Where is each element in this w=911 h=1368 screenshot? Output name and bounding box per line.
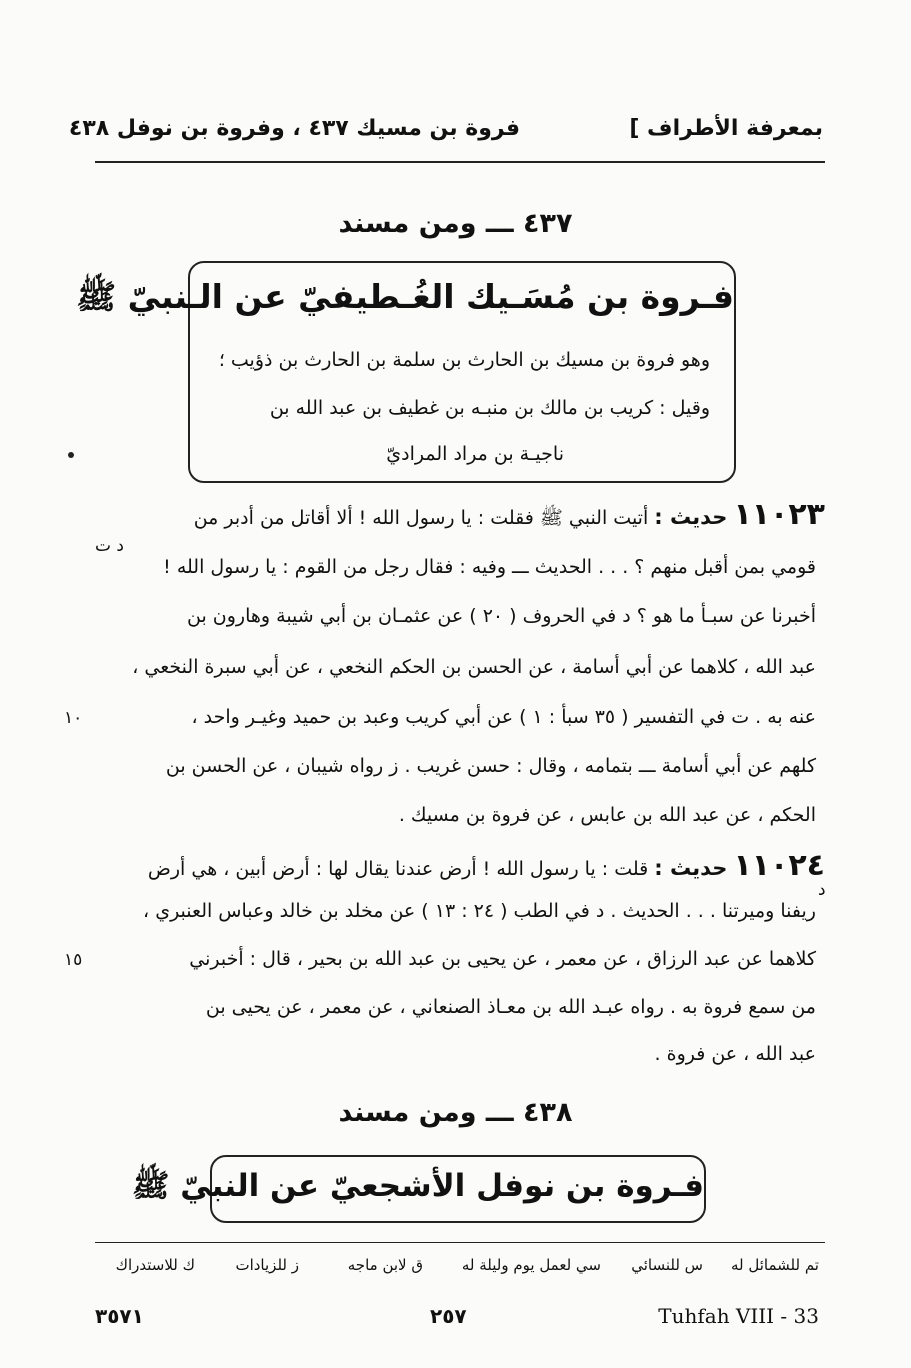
hadith-line: عبد الله ، كلاهما عن أبي أسامة ، عن الحسن بن الحكم النخعي ، عن أبي سبرة النخعي ، — [132, 656, 816, 678]
hadith-number: ١١٠٢٣ — [733, 497, 825, 532]
musnad-box-437 — [76, 261, 736, 483]
hadith-text: أتيت النبي ﷺ فقلت : يا رسول الله ! ألا أقاتل من أدبر من — [193, 507, 649, 529]
running-header-center: فروة بن مسيك ٤٣٧ ، وفروة بن نوفل ٤٣٨ — [68, 116, 520, 141]
margin-line-number: ١٠ — [64, 708, 83, 728]
hadith-line: أخبرنا عن سبـأ ما هو ؟ د في الحروف ( ٢٠ ) عن عثمـان بن أبي شيبة وهارون بن — [187, 605, 816, 627]
hadith-line: كلهم عن أبي أسامة ـــ بتمامه ، وقال : حسن غريب . ز رواه شيبان ، عن الحسن بن — [165, 755, 816, 777]
margin-sigla: د — [818, 880, 826, 900]
hadith-line: ريفنا وميرتنا . . . الحديث . د في الطب ( ٢٤ : ١٣ ) عن مخلد بن خالد وعباس العنبري ، — [143, 900, 816, 922]
hadith-number: ١١٠٢٤ — [733, 848, 825, 883]
margin-sigla: د ت — [95, 536, 124, 556]
section-title-437: ٤٣٧ ـــ ومن مسند — [338, 208, 573, 239]
box-line: ناجيـة بن مراد المراديّ — [386, 443, 564, 465]
hadith-line: قومي بمن أقبل منهم ؟ . . . الحديث ـــ وفيه : فقال رجل من القوم : يا رسول الله ! — [163, 556, 816, 578]
left-page-number: ٣٥٧١ — [95, 1304, 144, 1328]
hadith-line: عبد الله ، عن فروة . — [654, 1043, 816, 1065]
hadith-11024-first-line — [148, 848, 825, 883]
margin-dot — [68, 452, 74, 458]
box-line: وقيل : كريب بن مالك بن منبـه بن غطيف بن عبد الله بن — [269, 397, 710, 419]
legend-item: ز للزيادات — [235, 1256, 299, 1274]
legend-item: ق لابن ماجه — [347, 1256, 423, 1274]
hadith-line: الحكم ، عن عبد الله بن عابس ، عن فروة بن مسيك . — [398, 804, 816, 826]
section-title-438: ٤٣٨ ـــ ومن مسند — [338, 1097, 573, 1128]
page-number: ٢٥٧ — [430, 1304, 467, 1328]
box-line: وهو فروة بن مسيك بن الحارث بن سلمة بن الحارث بن ذؤيب ؛ — [218, 349, 710, 371]
musnad-box-title: فـروة بن نوفل الأشجعيّ عن النبيّ ﷺ — [132, 1168, 704, 1204]
hadith-line: من سمع فروة به . رواه عبـد الله بن معـاذ الصنعاني ، عن معمر ، عن يحيى بن — [205, 996, 816, 1018]
header-rule — [95, 161, 825, 163]
legend-item: تم للشمائل له — [730, 1256, 819, 1274]
hadith-label: حديث : — [654, 505, 728, 529]
running-header-right: بمعرفة الأطراف ] — [629, 116, 823, 141]
musnad-box-438 — [132, 1155, 706, 1223]
legend-item: س للنسائي — [631, 1256, 703, 1274]
hadith-line: كلاهما عن عبد الرزاق ، عن معمر ، عن يحيى بن عبد الله بن بحير ، قال : أخبرني — [189, 948, 816, 970]
tuhfah-reference: Tuhfah VIII - 33 — [658, 1304, 819, 1328]
margin-line-number: ١٥ — [64, 950, 83, 970]
hadith-11023-first-line — [194, 497, 825, 534]
hadith-label: حديث : — [654, 856, 728, 880]
musnad-box-title: فـروة بن مُسَـيك الغُـطيفيّ عن الـنبيّ ﷺ — [76, 277, 734, 316]
hadith-line: عنه به . ت في التفسير ( ٣٥ سبأ : ١ ) عن أبي كريب وعبد بن حميد وغيـر واحد ، — [191, 706, 816, 728]
hadith-text: قلت : يا رسول الله ! أرض عندنا يقال لها : أرض أبين ، هي أرض — [147, 858, 649, 880]
legend-item: سي لعمل يوم وليلة له — [461, 1256, 601, 1274]
footer-rule — [95, 1242, 825, 1243]
legend-item: ك للاستدراك — [115, 1256, 195, 1274]
